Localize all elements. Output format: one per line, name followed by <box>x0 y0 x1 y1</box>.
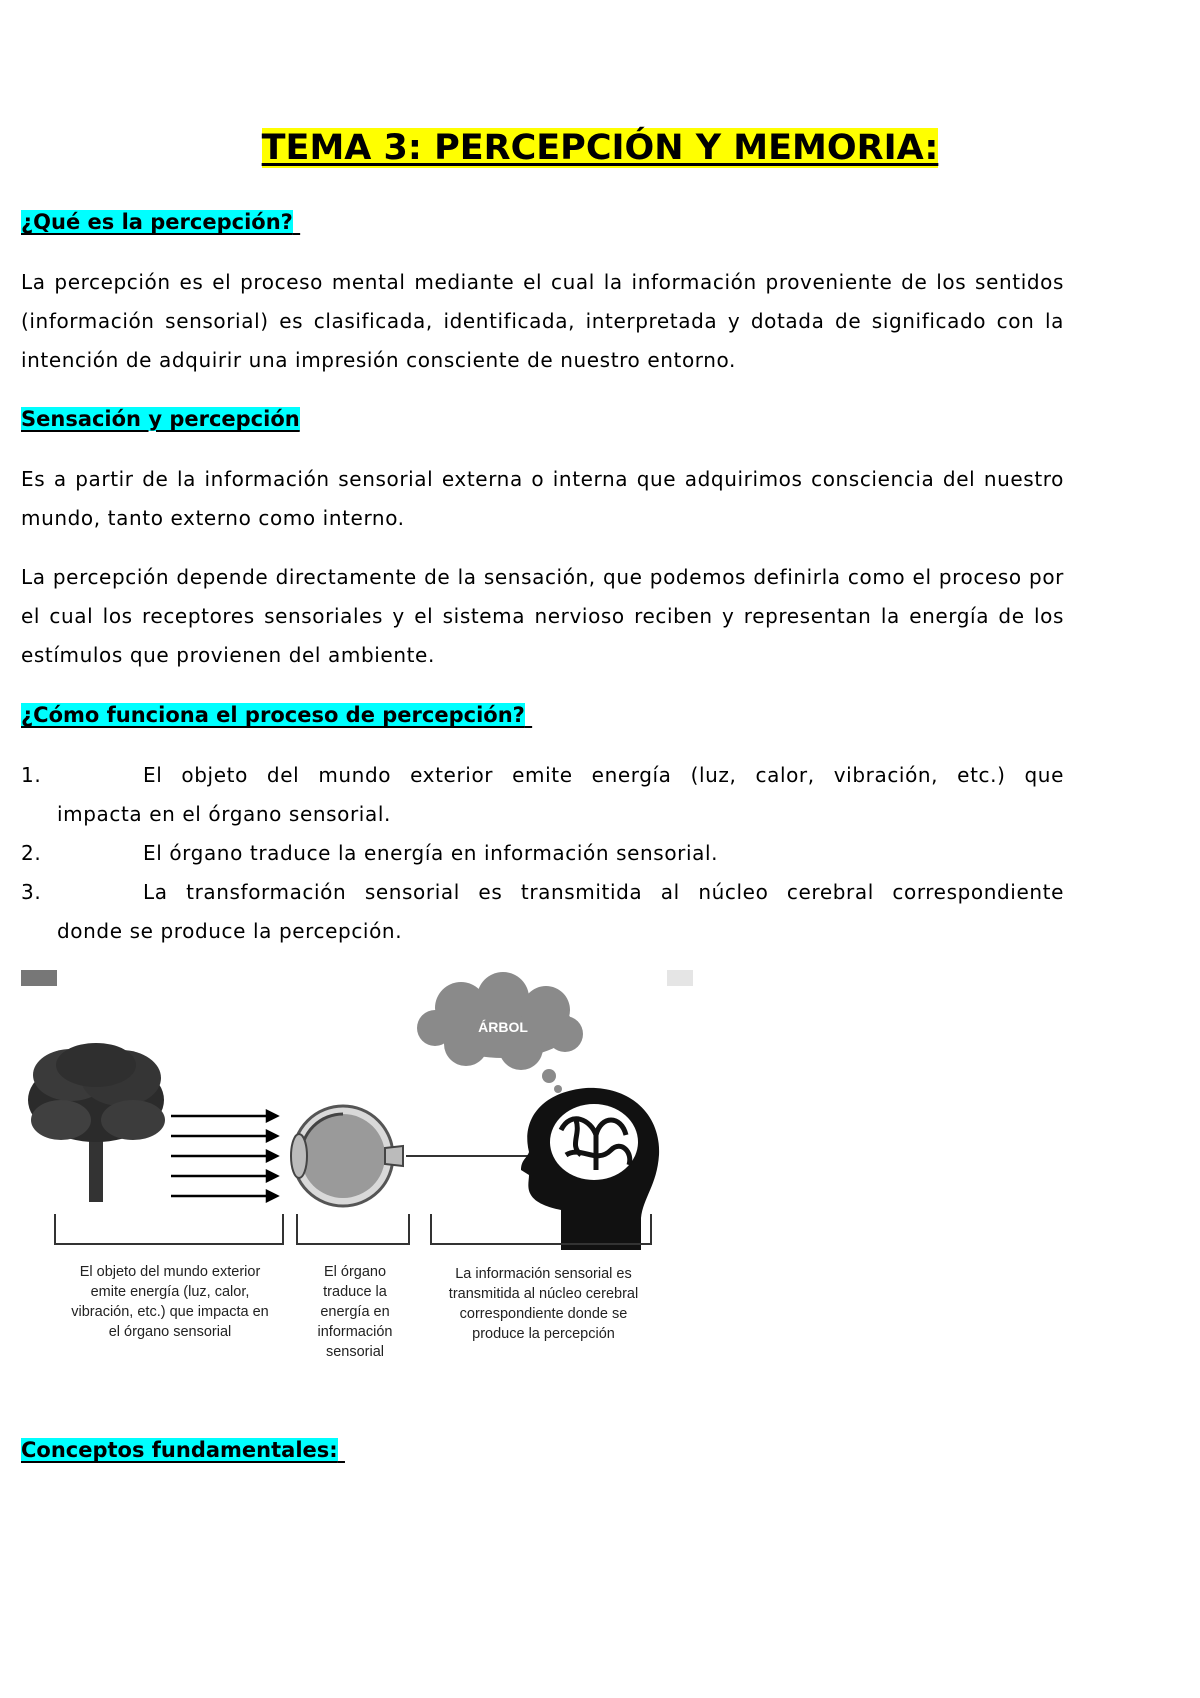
thought-label: ÁRBOL <box>478 1019 528 1035</box>
figure-caption-objeto: El objeto del mundo exterior emite energía (luz, calor, vibración, etc.) que impacta en el órgano sensorial <box>71 1264 269 1340</box>
section-heading-conceptos: Conceptos fundamentales: <box>21 1438 338 1462</box>
paragraph-informacion-sensorial: Es a partir de la información sensorial externa o interna que adquirimos consciencia del nuestro mundo, tanto externo como interno. <box>21 467 1064 530</box>
list-item: 3. La transformación sensorial es transmitida al núcleo cerebral correspondiente donde se produce la percepción. <box>21 880 1064 943</box>
perception-process-figure <box>21 970 693 1360</box>
list-item: 1. El objeto del mundo exterior emite energía (luz, calor, vibración, etc.) que impacta en el órgano sensorial. <box>21 763 1064 826</box>
paragraph-sensacion: La percepción depende directamente de la sensación, que podemos definirla como el proceso por el cual los receptores sensoriales y el sistema nervioso reciben y representan la energía de los estímulos que provienen del ambiente. <box>21 565 1064 667</box>
crop-mark <box>667 970 693 986</box>
thought-cloud-icon <box>417 972 583 1093</box>
list-item: 2. El órgano traduce la energía en información sensorial. <box>21 841 719 865</box>
section-heading-que-es: ¿Qué es la percepción? <box>21 210 293 234</box>
energy-arrows <box>171 1111 277 1201</box>
section-heading-sensacion: Sensación y percepción <box>21 407 300 431</box>
head-brain-icon <box>521 1088 659 1250</box>
eye-icon <box>291 1106 551 1206</box>
tree-icon <box>28 1043 165 1202</box>
crop-mark <box>21 970 57 986</box>
figure-caption-organo: El órgano traduce la energía en información sensorial <box>317 1264 393 1360</box>
figure-caption-informacion: La información sensorial es transmitida al núcleo cerebral correspondiente donde se produce la percepción <box>448 1266 639 1342</box>
page-title: TEMA 3: PERCEPCIÓN Y MEMORIA: <box>261 128 939 168</box>
paragraph-definicion-percepcion: La percepción es el proceso mental mediante el cual la información proveniente de los sentidos (información sensorial) es clasificada, identificada, interpretada y dotada de significado con la intención de adquirir una impresión consciente de nuestro entorno. <box>21 270 1064 372</box>
section-heading-como-funciona: ¿Cómo funciona el proceso de percepción? <box>21 703 525 727</box>
